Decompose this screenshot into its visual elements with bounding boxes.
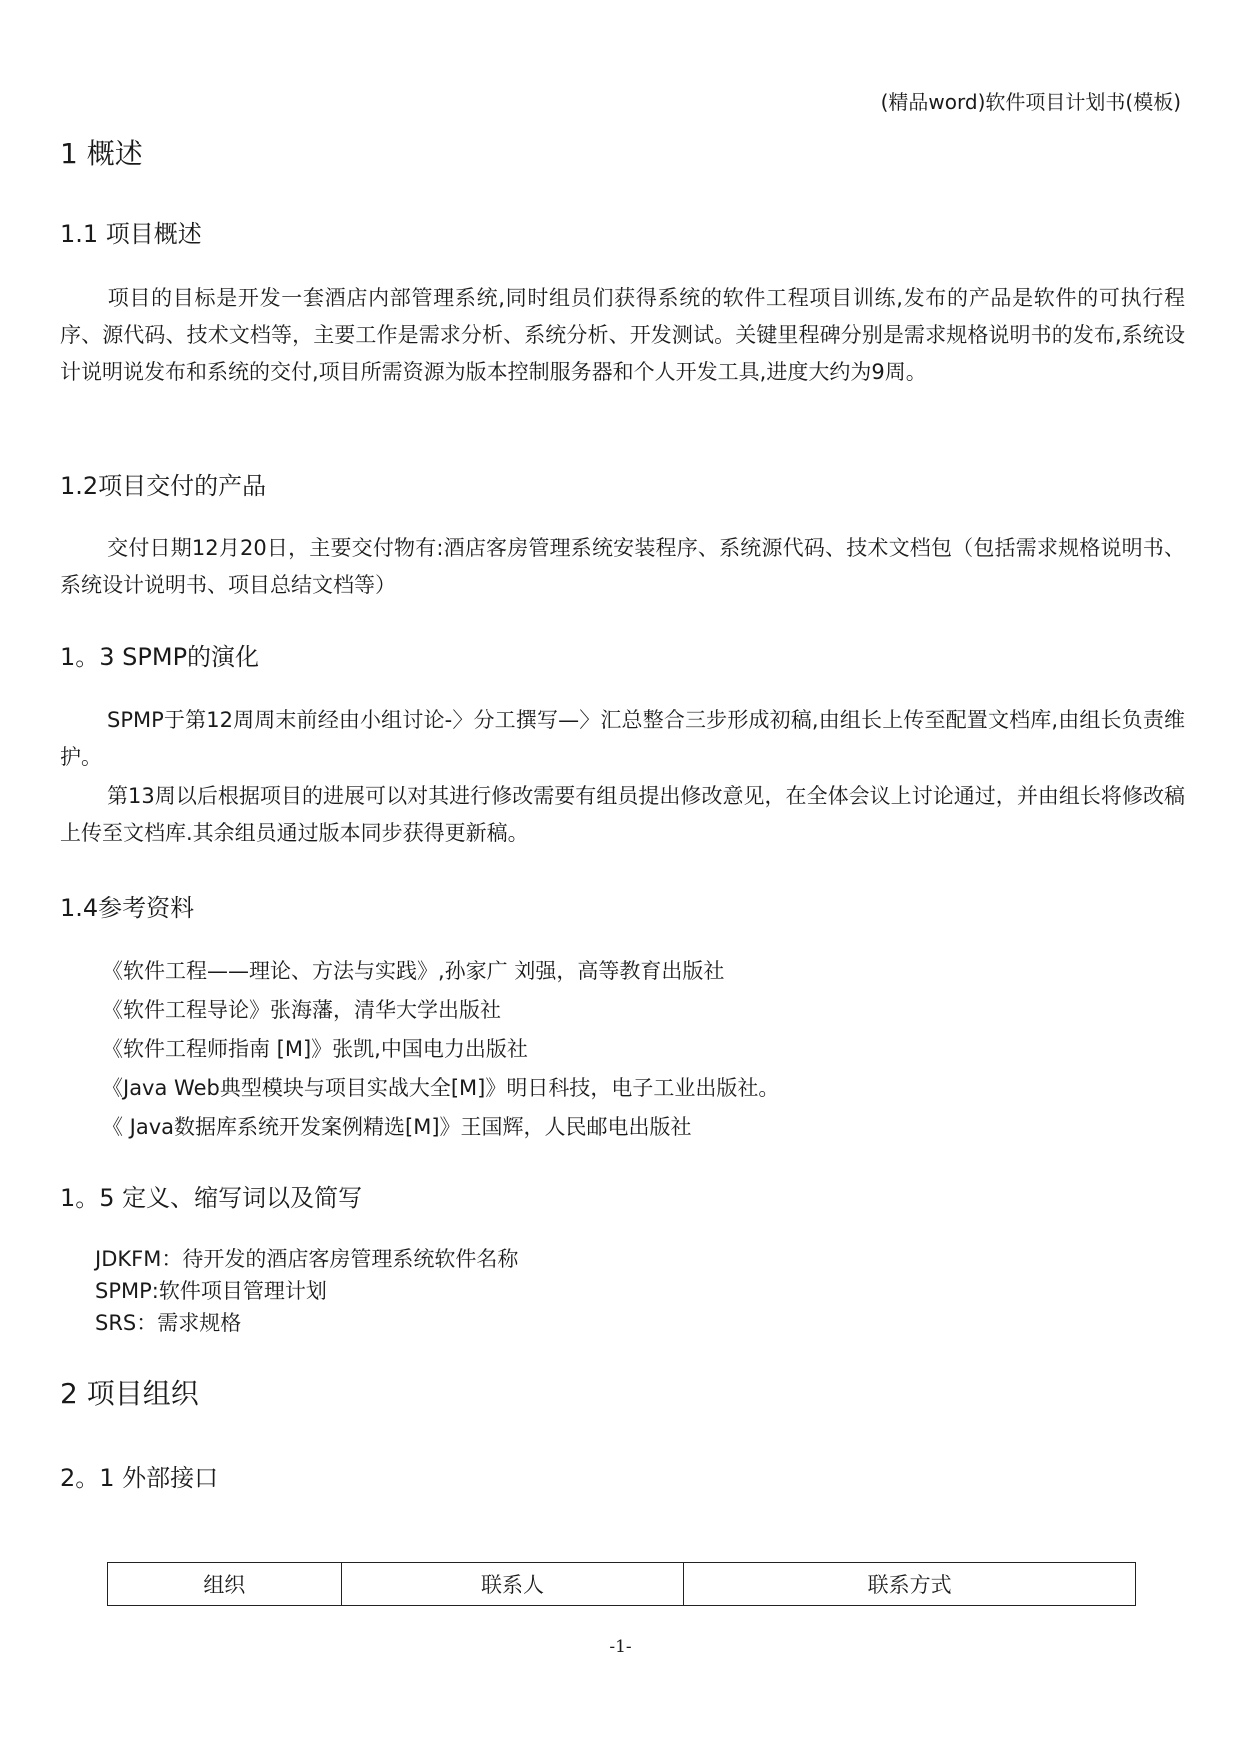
paragraph-spmp-evolution-2: 第13周以后根据项目的进展可以对其进行修改需要有组员提出修改意见，在全体会议上讨论通过，并由组长将修改稿上传至文档库.其余组员通过版本同步获得更新稿。 <box>60 784 1185 845</box>
heading-1-overview: 1 概述 <box>60 137 143 170</box>
reference-item: 《 Java数据库系统开发案例精选[M]》王国辉，人民邮电出版社 <box>102 1115 692 1139</box>
reference-item: 《软件工程导论》张海藩，清华大学出版社 <box>102 998 501 1022</box>
paragraph-spmp-evolution-1: SPMP于第12周周末前经由小组讨论-〉分工撰写—〉汇总整合三步形成初稿,由组长上传至配置文档库,由组长负责维护。 <box>60 708 1185 769</box>
heading-1-5: 1。5 定义、缩写词以及简写 <box>60 1184 363 1212</box>
table-header-cell: 组织 <box>108 1563 342 1606</box>
reference-item: 《Java Web典型模块与项目实战大全[M]》明日科技，电子工业出版社。 <box>102 1076 780 1100</box>
definition-item: SRS：需求规格 <box>95 1311 242 1335</box>
heading-1-1: 1.1 项目概述 <box>60 220 202 248</box>
reference-item: 《软件工程师指南 [M]》张凯,中国电力出版社 <box>102 1037 528 1061</box>
table-header-cell: 联系方式 <box>684 1563 1136 1606</box>
external-interface-table <box>107 1562 1136 1606</box>
definition-item: JDKFM：待开发的酒店客房管理系统软件名称 <box>95 1247 519 1271</box>
table-header-row <box>108 1563 1136 1606</box>
page-number: -1- <box>609 1637 632 1657</box>
definition-item: SPMP:软件项目管理计划 <box>95 1279 327 1303</box>
heading-2-organization: 2 项目组织 <box>60 1377 199 1410</box>
heading-1-4: 1.4参考资料 <box>60 894 195 922</box>
paragraph-project-overview: 项目的目标是开发一套酒店内部管理系统,同时组员们获得系统的软件工程项目训练,发布的产品是软件的可执行程序、源代码、技术文档等，主要工作是需求分析、系统分析、开发测试。关键里程碑分别是需求规格说明书的发布,系统设计说明说发布和系统的交付,项目所需资源为版本控制服务器和个人开发工具,进度大约为9周。 <box>60 286 1185 384</box>
heading-1-2: 1.2项目交付的产品 <box>60 472 267 500</box>
heading-1-3: 1。3 SPMP的演化 <box>60 643 260 671</box>
heading-2-1: 2。1 外部接口 <box>60 1464 219 1492</box>
reference-item: 《软件工程——理论、方法与实践》,孙家广 刘强，高等教育出版社 <box>102 959 725 983</box>
table-header-cell: 联系人 <box>341 1563 684 1606</box>
page-header: (精品word)软件项目计划书(模板) <box>880 90 1181 114</box>
paragraph-deliverables: 交付日期12月20日，主要交付物有:酒店客房管理系统安装程序、系统源代码、技术文档包（包括需求规格说明书、系统设计说明书、项目总结文档等） <box>60 536 1185 597</box>
